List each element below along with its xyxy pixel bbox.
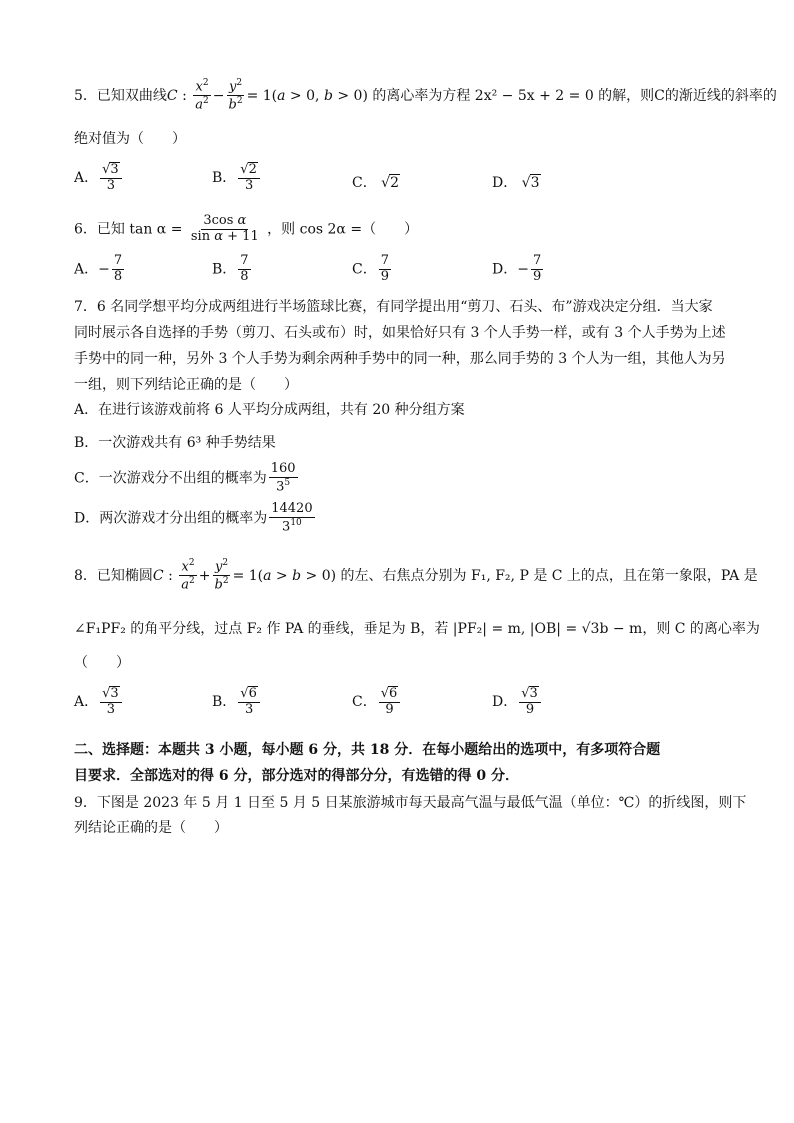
q6-option-a[interactable]: A．− $\frac{7}{8}$: [74, 253, 123, 284]
q7-option-b[interactable]: B．一次游戏共有 6³ 种手势结果: [74, 435, 276, 451]
q7-line1: 7．6 名同学想平均分成两组进行半场篮球比赛，有同学提出用“剪刀、石头、布”游戏决定分组．当大家: [74, 299, 713, 315]
q6-option-d[interactable]: D．− $\frac{7}{9}$: [492, 253, 542, 284]
q5-line2: 绝对值为（ ）: [74, 131, 186, 147]
q5-prefix: 5．已知双曲线: [74, 87, 167, 104]
q7-option-d[interactable]: D．两次游戏才分出组的概率为 $\frac{14420}{3^{10}}$: [74, 501, 313, 535]
q6-option-c[interactable]: C． $\frac{7}{9}$: [352, 253, 389, 284]
q8-line3: （ ）: [74, 655, 130, 671]
q6-option-b[interactable]: B． $\frac{7}{8}$: [212, 253, 249, 284]
q5-fraction-y: $\frac{y^2}{b^2}$: [228, 78, 243, 113]
q6-prefix: 6．已知 tan α =: [74, 221, 183, 238]
q6-fraction: $\frac{\text{3cos α}}{\text{sin α + 11}}$: [190, 213, 259, 244]
q8-line2: ∠F₁PF₂ 的角平分线，过点 F₂ 作 PA 的垂线，垂足为 B，若 |PF₂| = m, |OB| = √3b − m，则 C 的离心率为: [74, 621, 760, 637]
q8-suffix: 的左、右焦点分别为 F₁, F₂, P 是 C 上的点，且在第一象限，PA 是: [340, 567, 758, 584]
q5-option-a[interactable]: A． $\frac{√3}{3}$: [74, 162, 124, 194]
q6-suffix: ，则 cos 2α =（ ）: [267, 221, 419, 238]
section2-line1: 二、选择题：本题共 3 小题，每小题 6 分，共 18 分．在每小题给出的选项中，有多项符合题: [74, 742, 661, 758]
q8-option-a[interactable]: A． $\frac{√3}{3}$: [74, 686, 124, 718]
q5-fraction-x: $\frac{x^2}{a^2}$: [195, 78, 209, 113]
section2-line2: 目要求．全部选对的得 6 分，部分选对的得部分分，有选错的得 0 分．: [74, 768, 519, 784]
q5-suffix: 的离心率为方程 2x² − 5x + 2 = 0 的解，则C的渐近线的斜率的: [372, 87, 777, 104]
question-5-line1: 5．已知双曲线C : $\frac{x^2}{a^2}$ − $\frac{y^2}{b^2}$ = 1(a > 0, b > 0) 的离心率为方程 2x² − 5x + 2 = 0 的解，则C的渐近线的斜率的: [74, 78, 777, 113]
q7-line4: 一组，则下列结论正确的是（ ）: [74, 377, 298, 393]
q8-prefix: 8．已知椭圆: [74, 567, 153, 584]
q5-option-b[interactable]: B． $\frac{√2}{3}$: [212, 162, 262, 194]
q8-option-c[interactable]: C． $\frac{√6}{9}$: [352, 686, 402, 718]
question-8-line1: 8．已知椭圆C : $\frac{x^2}{a^2}$ + $\frac{y^2}{b^2}$ = 1(a > b > 0) 的左、右焦点分别为 F₁, F₂, P 是 C 上的点，且在第一象限，PA 是: [74, 558, 758, 593]
q7-line3: 手势中的同一种，另外 3 个人手势为剩余两种手势中的同一种，那么同手势的 3 个人为一组，其他人为另: [74, 351, 726, 367]
q9-line2: 列结论正确的是（ ）: [74, 820, 228, 836]
q9-line1: 9．下图是 2023 年 5 月 1 日至 5 月 5 日某旅游城市每天最高气温与最低气温（单位：℃）的折线图，则下: [74, 795, 747, 811]
q7-option-a[interactable]: A．在进行该游戏前将 6 人平均分成两组，共有 20 种分组方案: [74, 402, 465, 418]
question-6-line1: [74, 214, 418, 245]
q5-option-d[interactable]: D． √3: [492, 175, 540, 191]
q8-option-d[interactable]: D． $\frac{√3}{9}$: [492, 686, 543, 718]
q5-option-c[interactable]: C． √2: [352, 175, 400, 191]
q7-option-c[interactable]: C．一次游戏分不出组的概率为 $\frac{160}{3^5}$: [74, 461, 296, 495]
q8-option-b[interactable]: B． $\frac{√6}{3}$: [212, 686, 262, 718]
q7-line2: 同时展示各自选择的手势（剪刀、石头或布）时，如果恰好只有 3 个人手势一样，或有 3 个人手势为上述: [74, 325, 726, 341]
